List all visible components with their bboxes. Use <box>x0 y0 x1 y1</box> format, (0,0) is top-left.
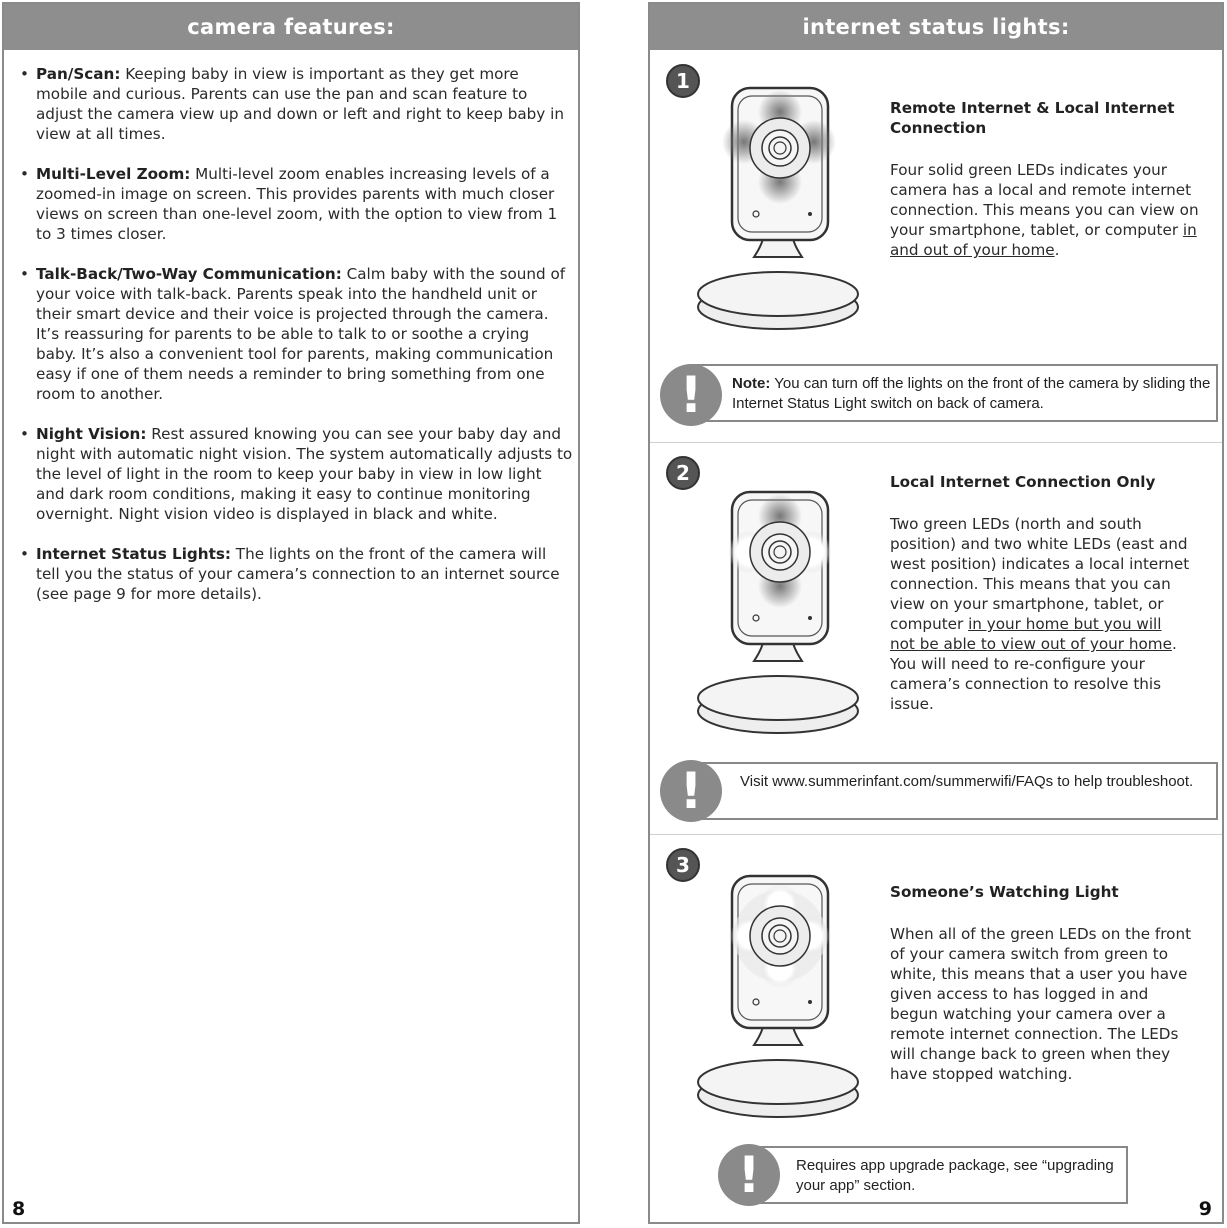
section-title: Local Internet Connection Only <box>890 473 1156 491</box>
exclamation-icon: ! <box>660 364 722 426</box>
step-number-badge: 2 <box>666 456 700 490</box>
feature-title: Multi-Level Zoom: <box>36 165 191 183</box>
section-title: Remote Internet & Local Internet Connection <box>890 99 1175 137</box>
page-number: 8 <box>12 1198 26 1220</box>
section-divider <box>650 834 1222 835</box>
feature-item <box>18 64 574 144</box>
note-body: You can turn off the lights on the front of the camera by sliding the Internet Status Light switch on back of camera. <box>732 375 1211 412</box>
exclamation-icon: ! <box>660 760 722 822</box>
feature-title: Talk-Back/Two-Way Communication: <box>36 265 342 283</box>
description-text: . <box>1054 241 1060 259</box>
feature-title: Internet Status Lights: <box>36 545 231 563</box>
note-box <box>690 762 1218 820</box>
note-box <box>690 364 1218 422</box>
feature-title: Night Vision: <box>36 425 147 443</box>
baby-camera-icon <box>692 486 862 736</box>
description-text: Two green LEDs (north and south position) and two white LEDs (east and west position) indicates a local internet connection. This means that you can view on your smartphone, tablet, or computer <box>890 515 1190 633</box>
left-page <box>2 2 580 1224</box>
feature-text: The lights on the front of the camera will tell you the status of your camera’s connection to an internet source (see page 9 for more details). <box>36 545 560 603</box>
bullet: • <box>20 545 29 563</box>
feature-item <box>18 164 574 244</box>
feature-title: Pan/Scan: <box>36 65 121 83</box>
exclamation-icon: ! <box>718 1144 780 1206</box>
note-text: Requires app upgrade package, see “upgrading your app” section. <box>796 1157 1114 1194</box>
underlined-text: in and out of your home <box>890 221 1197 259</box>
baby-camera-icon <box>692 82 862 332</box>
baby-camera-icon <box>692 870 862 1120</box>
bullet: • <box>20 65 29 83</box>
feature-item <box>18 544 574 604</box>
note-text <box>732 374 1214 414</box>
description-text: Four solid green LEDs indicates your camera has a local and remote internet connection. This means you can view on your smartphone, tablet, or computer <box>890 161 1199 239</box>
feature-list <box>18 64 574 624</box>
underlined-text: in your home but you will not be able to view out of your home <box>890 615 1172 653</box>
right-page <box>648 2 1224 1224</box>
bullet: • <box>20 165 29 183</box>
page-number: 9 <box>1198 1198 1212 1220</box>
note-text: Visit www.summerinfant.com/summerwifi/FAQs to help troubleshoot. <box>740 773 1194 790</box>
bullet: • <box>20 265 29 283</box>
description-text: . You will need to re-configure your camera’s connection to resolve this issue. <box>890 635 1177 713</box>
feature-text: Calm baby with the sound of your voice with talk-back. Parents speak into the handheld unit or their smart device and their voice is projected through the camera. It’s reassuring for parents to be able to talk to or soothe a crying baby. It’s also a convenient tool for parents, making communication easy if one of them needs a reminder to bring something from one room to another. <box>36 265 566 403</box>
step-number-badge: 1 <box>666 64 700 98</box>
note-box <box>746 1146 1128 1204</box>
section-divider <box>650 442 1222 443</box>
feature-text: Multi-level zoom enables increasing levels of a zoomed-in image on screen. This provides parents with much closer views on screen than one-level zoom, with the option to view from 1 to 3 times closer. <box>36 165 558 243</box>
feature-item <box>18 264 574 404</box>
internet-status-header: internet status lights: <box>650 4 1222 50</box>
section-description <box>890 160 1210 260</box>
section-description <box>890 514 1190 714</box>
bullet: • <box>20 425 29 443</box>
note-label: Note: <box>732 375 771 392</box>
feature-text: Rest assured knowing you can see your baby day and night with automatic night vision. The system automatically adjusts to the level of light in the room to keep your baby in view in low light and dark room conditions, making it easy to continue monitoring overnight. Night vision video is displayed in black and white. <box>36 425 573 523</box>
section-title: Someone’s Watching Light <box>890 883 1119 901</box>
camera-features-header: camera features: <box>4 4 578 50</box>
step-number-badge: 3 <box>666 848 700 882</box>
feature-text: Keeping baby in view is important as they get more mobile and curious. Parents can use the pan and scan feature to adjust the camera view up and down or left and right to keep baby in view at all times. <box>36 65 564 143</box>
feature-item <box>18 424 574 524</box>
section-description: When all of the green LEDs on the front of your camera switch from green to white, this means that a user you have given access to has logged in and begun watching your camera over a remote internet connection. The LEDs will change back to green when they have stopped watching. <box>890 925 1192 1083</box>
